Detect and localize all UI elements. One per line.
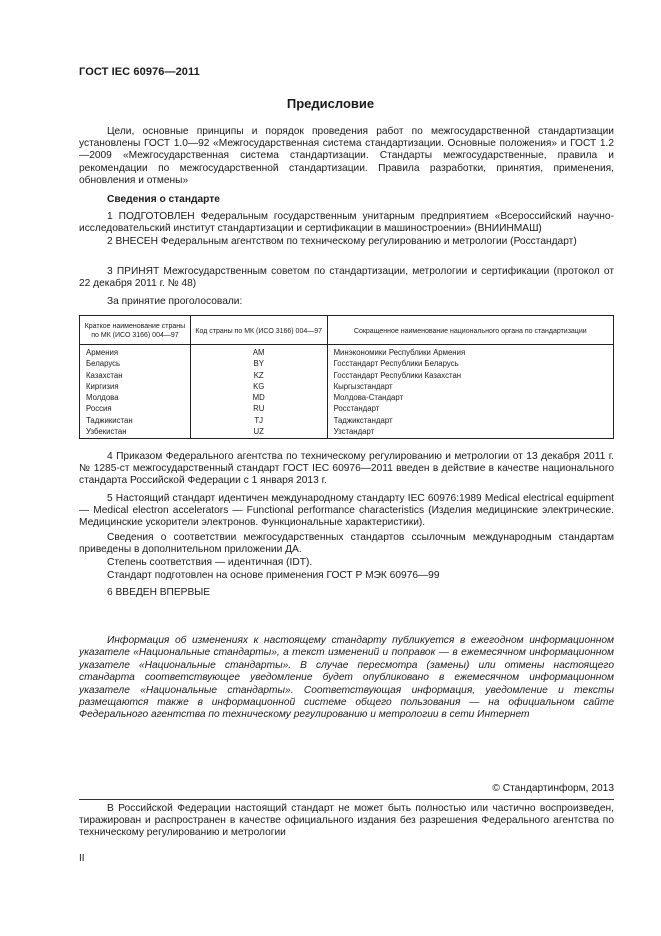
page-title: Предисловие bbox=[286, 96, 375, 111]
item-5-basis: Стандарт подготовлен на основе применения ГОСТ Р МЭК 60976—99 bbox=[107, 570, 440, 581]
country-code: AM bbox=[190, 345, 327, 359]
intro-paragraph: Цели, основные принципы и порядок проведения работ по межгосударственной стандартизации установлены ГОСТ 1.0—92 «Межгосударственная система стандартизации. Основные положения» и ГОСТ 1.2—2009 «Межгосударственная система стандартизации. Стандарты межгосударственные, правила и рекомендации по межгосударственной стандартизации. Правила разработки, принятия, применения, обновления и отмены» bbox=[79, 126, 614, 186]
country-name: Молдова bbox=[80, 392, 191, 403]
item-1-prepared: 1 ПОДГОТОВЛЕН Федеральным государственным унитарным предприятием «Всероссийский научно-исследовательский институт стандартизации и сертификации в машиностроении» (ВНИИНМАШ) bbox=[79, 211, 614, 235]
voted-label: За принятие проголосовали: bbox=[107, 296, 243, 307]
country-name: Таджикистан bbox=[80, 415, 191, 426]
country-name: Узбекистан bbox=[80, 426, 191, 439]
page-number: II bbox=[79, 853, 85, 864]
legal-notice: В Российской Федерации настоящий стандарт не может быть полностью или частично воспроизведен, тиражирован и распространен в качестве официального издания без разрешения Федерального агентства по техническому регулированию и метрологии bbox=[79, 803, 614, 839]
section-subtitle: Сведения о стандарте bbox=[107, 194, 220, 205]
item-5-references: Сведения о соответствии межгосударственных стандартов ссылочным международным стандартам приведены в дополнительном приложении ДА. bbox=[79, 532, 614, 556]
country-name: Казахстан bbox=[80, 370, 191, 381]
country-code: TJ bbox=[190, 415, 327, 426]
table-row bbox=[80, 426, 614, 439]
item-4-order: 4 Приказом Федерального агентства по техническому регулированию и метрологии от 13 декабря 2011 г. № 1285-ст межгосударственный стандарт ГОСТ IEC 60976—2011 введен в действие в качестве национального стандарта Российской Федерации с 1 января 2013 г. bbox=[79, 451, 614, 487]
item-5-degree: Степень соответствия — идентичная (IDT). bbox=[107, 557, 313, 568]
change-information-note: Информация об изменениях к настоящему стандарту публикуется в ежегодном информационном указателе «Национальные стандарты», а текст изменений и поправок — в ежемесячном информационном указателе «Национальные стандарты». В случае пересмотра (замены) или отмены настоящего стандарта соответствующее уведомление будет опубликовано в ежемесячном информационном указателе «Национальные стандарты». Соответствующая информация, уведомление и тексты размещаются также в информационной системе общего пользования — на официальном сайте Федерального агентства по техническому регулированию и метрологии в сети Интернет bbox=[79, 635, 614, 721]
table-row bbox=[80, 403, 614, 414]
country-name: Армения bbox=[80, 345, 191, 359]
standards-body: Госстандарт Республики Казахстан bbox=[327, 370, 613, 381]
standards-body: Госстандарт Республики Беларусь bbox=[327, 358, 613, 369]
item-2-introduced: 2 ВНЕСЕН Федеральным агентством по техническому регулированию и метрологии (Росстандарт) bbox=[107, 236, 577, 247]
standards-body: Молдова-Стандарт bbox=[327, 392, 613, 403]
table-row bbox=[80, 381, 614, 392]
item-6-first-introduced: 6 ВВЕДЕН ВПЕРВЫЕ bbox=[107, 587, 211, 598]
column-header-code: Код страны по МК (ИСО 3166) 004—97 bbox=[190, 316, 327, 345]
table-row bbox=[80, 358, 614, 369]
table-row bbox=[80, 415, 614, 426]
standards-body: Росстандарт bbox=[327, 403, 613, 414]
table-row bbox=[80, 370, 614, 381]
country-name: Киргизия bbox=[80, 381, 191, 392]
table-row bbox=[80, 345, 614, 359]
country-code: KZ bbox=[190, 370, 327, 381]
item-5-identical: 5 Настоящий стандарт идентичен международному стандарту IEC 60976:1989 Medical electrical equipment — Medical electron accelerators — Functional performance characteristics (Изделия медицинские электрические. Медицинские ускорители электронов. Функциональные характеристики). bbox=[79, 493, 614, 529]
country-code: MD bbox=[190, 392, 327, 403]
column-header-body: Сокращенное наименование национального органа по стандартизации bbox=[327, 316, 613, 345]
copyright-line: © Стандартинформ, 2013 bbox=[492, 783, 614, 794]
country-code: BY bbox=[190, 358, 327, 369]
divider bbox=[79, 799, 614, 800]
item-3-adopted: 3 ПРИНЯТ Межгосударственным советом по стандартизации, метрологии и сертификации (протокол от 22 декабря 2011 г. № 48) bbox=[79, 266, 614, 290]
country-name: Беларусь bbox=[80, 358, 191, 369]
standard-code: ГОСТ IEC 60976—2011 bbox=[79, 66, 200, 78]
country-code: KG bbox=[190, 381, 327, 392]
standards-body: Кыргызстандарт bbox=[327, 381, 613, 392]
table-row bbox=[80, 392, 614, 403]
country-code: UZ bbox=[190, 426, 327, 439]
standards-body: Минэкономики Республики Армения bbox=[327, 345, 613, 359]
standards-body: Узстандарт bbox=[327, 426, 613, 439]
country-name: Россия bbox=[80, 403, 191, 414]
country-code: RU bbox=[190, 403, 327, 414]
voting-countries-table bbox=[79, 315, 614, 439]
table-header-row bbox=[80, 316, 614, 345]
column-header-country: Краткое наименование страны по МК (ИСО 3166) 004—97 bbox=[80, 316, 191, 345]
standards-body: Таджикстандарт bbox=[327, 415, 613, 426]
